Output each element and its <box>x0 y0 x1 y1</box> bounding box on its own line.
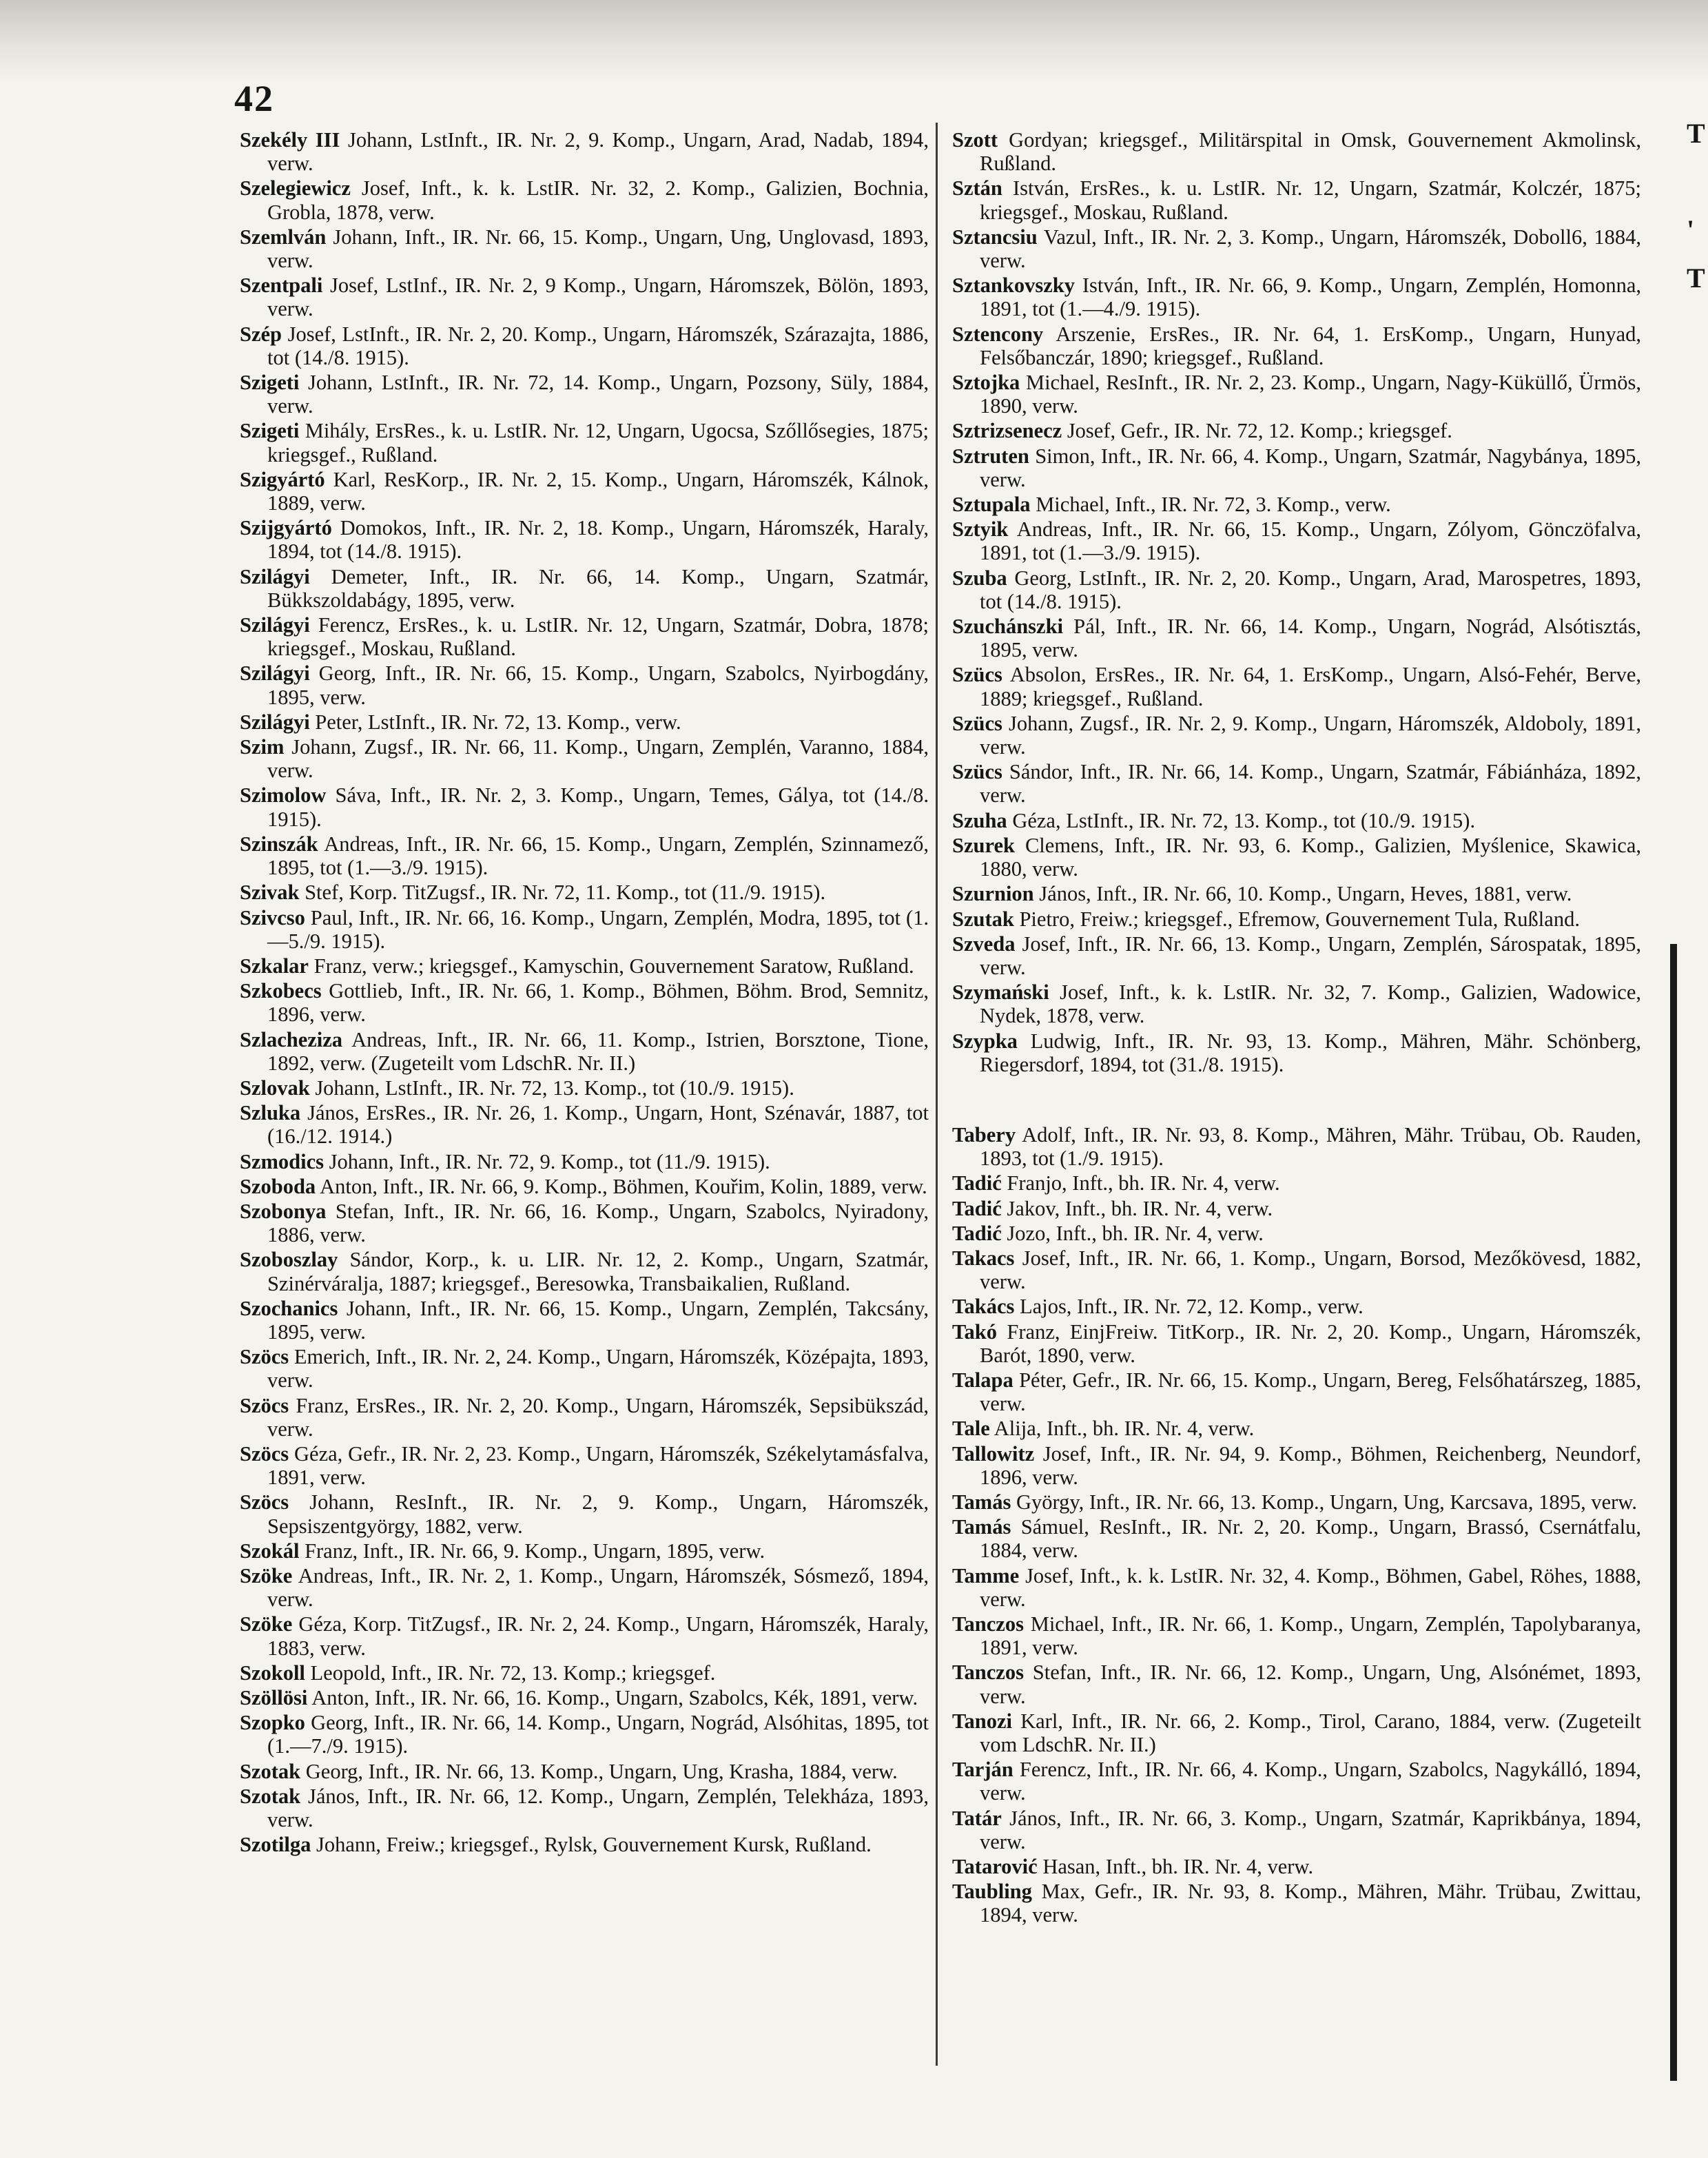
edge-glyph: T <box>1687 263 1705 294</box>
list-entry <box>240 1686 929 1709</box>
list-entry <box>952 1564 1641 1611</box>
edge-glyph: ' <box>1687 214 1695 245</box>
entry-details: Georg, Inft., IR. Nr. 66, 13. Komp., Ungarn, Ung, Krasha, 1884, verw. <box>300 1759 898 1783</box>
entry-surname: Szymański <box>952 980 1049 1005</box>
list-entry <box>240 832 929 879</box>
section-gap <box>952 1078 1641 1123</box>
list-entry <box>240 1785 929 1831</box>
entry-details: Andreas, Inft., IR. Nr. 66, 11. Komp., Istrien, Borsztone, Tione, 1892, verw. (Zugeteilt vom LdschR. Nr. II.) <box>267 1027 929 1075</box>
entry-details: János, Inft., IR. Nr. 66, 3. Komp., Ungarn, Szatmár, Kaprikbánya, 1894, verw. <box>980 1806 1641 1853</box>
entry-surname: Tanczos <box>952 1661 1024 1685</box>
entry-details: Georg, Inft., IR. Nr. 66, 15. Komp., Ungarn, Szabolcs, Nyirbogdány, 1895, verw. <box>267 661 929 709</box>
entry-details: Michael, Inft., IR. Nr. 66, 1. Komp., Ungarn, Zemplén, Tapolybaranya, 1891, verw. <box>980 1612 1641 1660</box>
entry-surname: Szilágyi <box>240 710 310 734</box>
list-entry <box>240 1028 929 1075</box>
entry-surname: Tadić <box>952 1221 1002 1245</box>
entry-details: Sándor, Korp., k. u. LIR. Nr. 12, 2. Komp., Ungarn, Szatmár, Szinérváralja, 1887; kriegsgef., Beresowka, Transbaikalien, Rußland. <box>267 1248 929 1295</box>
entry-surname: Tadić <box>952 1171 1002 1195</box>
list-entry <box>952 980 1641 1027</box>
list-entry <box>952 1171 1641 1195</box>
entry-surname: Szuha <box>952 808 1007 832</box>
entry-surname: Sztyik <box>952 517 1009 542</box>
entry-surname: Szurek <box>952 833 1015 857</box>
list-entry <box>240 1345 929 1392</box>
list-entry <box>240 1661 929 1685</box>
entry-details: Josef, Inft., k. k. LstIR. Nr. 32, 2. Komp., Galizien, Bochnia, Grobla, 1878, verw. <box>267 176 929 224</box>
entry-surname: Taubling <box>952 1880 1032 1904</box>
entry-details: Jozo, Inft., bh. IR. Nr. 4, verw. <box>1001 1221 1264 1245</box>
list-entry <box>240 225 929 272</box>
entry-surname: Szkalar <box>240 954 309 978</box>
list-entry <box>240 1101 929 1148</box>
left-column <box>240 128 929 1858</box>
entry-details: Johann, LstInft., IR. Nr. 72, 14. Komp., Ungarn, Pozsony, Süly, 1884, verw. <box>267 371 929 418</box>
entry-surname: Szveda <box>952 932 1016 956</box>
list-entry <box>240 954 929 978</box>
list-entry <box>952 128 1641 175</box>
list-entry <box>952 517 1641 564</box>
binding-edge-bar <box>1670 944 1677 2081</box>
entry-details: György, Inft., IR. Nr. 66, 13. Komp., Ungarn, Ung, Karcsava, 1895, verw. <box>1011 1490 1637 1514</box>
entry-details: Sáva, Inft., IR. Nr. 2, 3. Komp., Ungarn, Temes, Gálya, tot (14./8. 1915). <box>267 783 929 831</box>
list-entry <box>240 1297 929 1344</box>
entry-surname: Szoboszlay <box>240 1248 338 1272</box>
entry-details: Sámuel, ResInft., IR. Nr. 2, 20. Komp., Ungarn, Brassó, Csernátfalu, 1884, verw. <box>980 1515 1641 1563</box>
list-entry <box>240 1076 929 1100</box>
entry-details: Josef, LstInft., IR. Nr. 2, 20. Komp., Ungarn, Háromszék, Szárazajta, 1886, tot (14./8. 1915). <box>267 322 929 369</box>
list-entry <box>240 322 929 369</box>
list-entry <box>240 1175 929 1198</box>
entry-details: Josef, Inft., IR. Nr. 66, 1. Komp., Ungarn, Borsod, Mezőkövesd, 1882, verw. <box>980 1246 1641 1294</box>
list-entry <box>240 1150 929 1173</box>
entry-surname: Szuba <box>952 566 1007 590</box>
entry-details: Karl, ResKorp., IR. Nr. 2, 15. Komp., Ungarn, Háromszék, Kálnok, 1889, verw. <box>267 467 929 515</box>
entry-surname: Szluka <box>240 1101 301 1125</box>
list-entry <box>240 1833 929 1856</box>
list-entry <box>952 274 1641 320</box>
entry-surname: Takács <box>952 1295 1015 1319</box>
entry-details: Johann, Zugsf., IR. Nr. 2, 9. Komp., Ungarn, Háromszék, Aldoboly, 1891, verw. <box>980 711 1641 759</box>
entry-details: Josef, Gefr., IR. Nr. 72, 12. Komp.; kriegsgef. <box>1062 419 1452 443</box>
list-entry <box>952 1417 1641 1440</box>
entry-surname: Szücs <box>952 711 1002 735</box>
entry-surname: Szelegiewicz <box>240 176 351 201</box>
list-entry <box>240 274 929 320</box>
entry-details: Johann, ResInft., IR. Nr. 2, 9. Komp., Ungarn, Háromszék, Sepsiszentgyörgy, 1882, verw. <box>267 1490 929 1538</box>
entry-surname: Szokoll <box>240 1661 305 1685</box>
entry-surname: Szotak <box>240 1759 301 1783</box>
list-entry <box>952 663 1641 710</box>
entry-details: Andreas, Inft., IR. Nr. 2, 1. Komp., Ungarn, Háromszék, Sósmező, 1894, verw. <box>267 1563 929 1612</box>
entry-details: Michael, ResInft., IR. Nr. 2, 23. Komp., Ungarn, Nagy-Küküllő, Ürmös, 1890, verw. <box>980 371 1641 418</box>
entry-surname: Szkobecs <box>240 979 322 1003</box>
list-entry <box>952 907 1641 931</box>
list-entry <box>952 1612 1641 1659</box>
entry-details: Anton, Inft., IR. Nr. 66, 9. Komp., Böhmen, Kouřim, Kolin, 1889, verw. <box>316 1174 927 1198</box>
entry-surname: Sztancsiu <box>952 225 1038 249</box>
entry-details: Andreas, Inft., IR. Nr. 66, 15. Komp., Ungarn, Zólyom, Gönczöfalva, 1891, tot (1.—3./9. 1915). <box>980 517 1641 565</box>
entry-details: Karl, Inft., IR. Nr. 66, 2. Komp., Tirol, Carano, 1884, verw. (Zugeteilt vom LdschR. Nr. II.) <box>980 1709 1641 1756</box>
entry-surname: Tamás <box>952 1515 1011 1539</box>
entry-details: Max, Gefr., IR. Nr. 93, 8. Komp., Mähren, Mähr. Trübau, Zwittau, 1894, verw. <box>980 1880 1641 1927</box>
list-entry <box>952 566 1641 613</box>
entry-details: Stefan, Inft., IR. Nr. 66, 16. Komp., Ungarn, Szabolcs, Nyiradony, 1886, verw. <box>267 1199 929 1247</box>
entry-details: Franz, Inft., IR. Nr. 66, 9. Komp., Ungarn, 1895, verw. <box>299 1539 765 1563</box>
entry-surname: Takacs <box>952 1246 1015 1270</box>
entry-surname: Szivak <box>240 881 300 905</box>
entry-surname: Tarján <box>952 1758 1014 1782</box>
list-entry <box>952 932 1641 979</box>
entry-surname: Sztupala <box>952 493 1031 517</box>
entry-details: Johann, LstInft., IR. Nr. 2, 9. Komp., Ungarn, Arad, Nadab, 1894, verw. <box>267 128 929 176</box>
entry-surname: Szücs <box>952 663 1002 687</box>
entry-details: Michael, Inft., IR. Nr. 72, 3. Komp., verw. <box>1030 493 1391 517</box>
entry-surname: Sztojka <box>952 371 1020 395</box>
list-entry <box>240 710 929 734</box>
entry-details: Vazul, Inft., IR. Nr. 2, 3. Komp., Ungarn, Háromszék, Doboll6, 1884, verw. <box>980 225 1641 273</box>
list-entry <box>952 1029 1641 1076</box>
entry-surname: Szöcs <box>240 1345 289 1369</box>
list-entry <box>240 1612 929 1659</box>
list-entry <box>240 1711 929 1758</box>
list-entry <box>240 661 929 708</box>
list-entry <box>240 128 929 175</box>
entry-details: Peter, LstInft., IR. Nr. 72, 13. Komp., verw. <box>309 710 681 734</box>
list-entry <box>240 565 929 612</box>
entry-details: Hasan, Inft., bh. IR. Nr. 4, verw. <box>1037 1855 1314 1879</box>
entry-details: Pál, Inft., IR. Nr. 66, 14. Komp., Ungarn, Nográd, Alsótisztás, 1895, verw. <box>980 615 1641 662</box>
entry-surname: Tanozi <box>952 1709 1013 1733</box>
entry-surname: Szöke <box>240 1563 293 1587</box>
list-entry <box>952 322 1641 369</box>
entry-surname: Szutak <box>952 907 1014 931</box>
entry-surname: Szigeti <box>240 371 300 395</box>
entry-details: Gottlieb, Inft., IR. Nr. 66, 1. Komp., Böhmen, Böhm. Brod, Semnitz, 1896, verw. <box>267 979 929 1027</box>
list-entry <box>240 1490 929 1537</box>
right-column-s-entries <box>952 128 1641 1076</box>
entry-details: Franz, ErsRes., IR. Nr. 2, 20. Komp., Ungarn, Háromszék, Sepsibükszád, verw. <box>267 1393 929 1441</box>
entry-surname: Sztruten <box>952 444 1029 468</box>
list-entry <box>952 1758 1641 1805</box>
entry-surname: Szypka <box>952 1029 1018 1053</box>
entry-details: Josef, Inft., k. k. LstIR. Nr. 32, 4. Komp., Böhmen, Gabel, Röhes, 1888, verw. <box>980 1563 1641 1611</box>
list-entry <box>952 419 1641 442</box>
list-entry <box>240 881 929 904</box>
list-entry <box>952 1368 1641 1415</box>
entry-surname: Tale <box>952 1417 990 1441</box>
entry-surname: Szotak <box>240 1784 301 1808</box>
page-number: 42 <box>234 78 274 119</box>
entry-surname: Szlovak <box>240 1076 310 1100</box>
entry-surname: Szijgyártó <box>240 516 332 540</box>
list-entry <box>952 1123 1641 1170</box>
entry-surname: Szmodics <box>240 1149 324 1173</box>
entry-details: Arszenie, ErsRes., IR. Nr. 64, 1. ErsKomp., Ungarn, Hunyad, Felsőbanczár, 1890; kriegsgef., Rußland. <box>980 322 1641 369</box>
list-entry <box>952 760 1641 807</box>
entry-surname: Takó <box>952 1319 998 1344</box>
entry-surname: Sztankovszky <box>952 274 1075 298</box>
entry-details: Gordyan; kriegsgef., Militärspital in Omsk, Gouvernement Akmolinsk, Rußland. <box>980 128 1641 176</box>
entry-surname: Talapa <box>952 1368 1014 1392</box>
list-entry <box>240 1564 929 1611</box>
entry-details: Géza, Korp. TitZugsf., IR. Nr. 2, 24. Komp., Ungarn, Háromszék, Haraly, 1883, verw. <box>267 1612 929 1660</box>
entry-details: János, Inft., IR. Nr. 66, 10. Komp., Ungarn, Heves, 1881, verw. <box>1033 882 1572 906</box>
entry-surname: Szigyártó <box>240 467 325 491</box>
list-entry <box>240 1200 929 1246</box>
list-entry <box>240 979 929 1026</box>
list-entry <box>952 1661 1641 1707</box>
entry-surname: Szöke <box>240 1612 293 1636</box>
list-entry <box>952 1807 1641 1853</box>
entry-details: Stef, Korp. TitZugsf., IR. Nr. 72, 11. Komp., tot (11./9. 1915). <box>299 881 826 905</box>
right-column <box>952 128 1641 1929</box>
entry-surname: Szim <box>240 735 285 759</box>
list-entry <box>952 371 1641 418</box>
entry-surname: Sztrizsenecz <box>952 419 1062 443</box>
list-entry <box>952 493 1641 516</box>
list-entry <box>952 1295 1641 1318</box>
entry-details: Johann, Inft., IR. Nr. 66, 15. Komp., Ungarn, Ung, Unglovasd, 1893, verw. <box>267 225 929 273</box>
entry-surname: Szopko <box>240 1711 305 1735</box>
entry-surname: Szigeti <box>240 419 300 443</box>
entry-details: Josef, LstInf., IR. Nr. 2, 9 Komp., Ungarn, Háromszek, Bölön, 1893, verw. <box>267 274 929 321</box>
entry-surname: Szilágyi <box>240 564 310 588</box>
entry-details: Ferencz, ErsRes., k. u. LstIR. Nr. 12, Ungarn, Szatmár, Dobra, 1878; kriegsgef., Moskau, Rußland. <box>267 613 929 661</box>
entry-details: Johann, Freiw.; kriegsgef., Rylsk, Gouvernement Kursk, Rußland. <box>311 1833 872 1857</box>
entry-details: Andreas, Inft., IR. Nr. 66, 15. Komp., Ungarn, Zemplén, Szinnamező, 1895, tot (1.—3./9. 1915). <box>267 832 929 880</box>
list-entry <box>952 444 1641 491</box>
entry-surname: Szivcso <box>240 905 305 929</box>
entry-details: Stefan, Inft., IR. Nr. 66, 12. Komp., Ungarn, Ung, Alsónémet, 1893, verw. <box>980 1661 1641 1708</box>
entry-surname: Szekély III <box>240 128 340 152</box>
list-entry <box>952 834 1641 881</box>
list-entry <box>240 468 929 515</box>
entry-details: Jakov, Inft., bh. IR. Nr. 4, verw. <box>1001 1196 1273 1220</box>
entry-surname: Szemlván <box>240 225 327 249</box>
entry-details: Franz, EinjFreiw. TitKorp., IR. Nr. 2, 20. Komp., Ungarn, Háromszék, Barót, 1890, verw. <box>980 1319 1641 1367</box>
entry-details: Simon, Inft., IR. Nr. 66, 4. Komp., Ungarn, Szatmár, Nagybánya, 1895, verw. <box>980 444 1641 491</box>
entry-details: Josef, Inft., IR. Nr. 94, 9. Komp., Böhmen, Reichenberg, Neundorf, 1896, verw. <box>980 1441 1641 1489</box>
list-entry <box>952 1320 1641 1367</box>
entry-details: Emerich, Inft., IR. Nr. 2, 24. Komp., Ungarn, Háromszék, Középajta, 1893, verw. <box>267 1345 929 1393</box>
entry-details: István, Inft., IR. Nr. 66, 9. Komp., Ungarn, Zemplén, Homonna, 1891, tot (1.—4./9. 1915). <box>980 274 1641 321</box>
entry-details: Adolf, Inft., IR. Nr. 93, 8. Komp., Mähren, Mähr. Trübau, Ob. Rauden, 1893, tot (1./9. 1915). <box>980 1122 1641 1171</box>
entry-surname: Tatarović <box>952 1855 1038 1879</box>
list-entry <box>240 613 929 660</box>
list-entry <box>952 225 1641 272</box>
entry-surname: Szilágyi <box>240 613 310 637</box>
entry-surname: Szentpali <box>240 274 323 298</box>
entry-details: János, ErsRes., IR. Nr. 26, 1. Komp., Ungarn, Hont, Szénavár, 1887, tot (16./12. 1914.) <box>267 1101 929 1149</box>
entry-surname: Tallowitz <box>952 1441 1035 1466</box>
entry-surname: Szuchánszki <box>952 615 1064 639</box>
entry-surname: Szokál <box>240 1539 300 1563</box>
entry-details: Georg, Inft., IR. Nr. 66, 14. Komp., Ungarn, Nográd, Alsóhitas, 1895, tot (1.—7./9. 1915). <box>267 1711 929 1758</box>
entry-surname: Tabery <box>952 1122 1016 1147</box>
entry-details: Ludwig, Inft., IR. Nr. 93, 13. Komp., Mähren, Mähr. Schönberg, Riegersdorf, 1894, tot (31./8. 1915). <box>980 1029 1641 1076</box>
column-divider <box>936 123 938 2066</box>
list-entry <box>240 1248 929 1295</box>
entry-surname: Szobonya <box>240 1199 327 1223</box>
list-entry <box>952 1222 1641 1245</box>
entry-details: Alija, Inft., bh. IR. Nr. 4, verw. <box>989 1417 1255 1441</box>
list-entry <box>240 783 929 830</box>
entry-surname: Szép <box>240 322 282 346</box>
list-entry <box>952 1197 1641 1220</box>
entry-surname: Szilágyi <box>240 661 310 686</box>
entry-surname: Szöllösi <box>240 1686 308 1709</box>
list-entry <box>952 615 1641 661</box>
entry-surname: Szöcs <box>240 1393 289 1417</box>
entry-surname: Tamás <box>952 1490 1011 1514</box>
entry-details: Paul, Inft., IR. Nr. 66, 16. Komp., Ungarn, Zemplén, Modra, 1895, tot (1.—5./9. 1915). <box>267 905 929 953</box>
entry-details: Johann, LstInft., IR. Nr. 72, 13. Komp., tot (10./9. 1915). <box>309 1076 794 1100</box>
entry-surname: Szöcs <box>240 1490 289 1514</box>
list-entry <box>240 176 929 223</box>
entry-surname: Tanczos <box>952 1612 1024 1636</box>
list-entry <box>952 176 1641 223</box>
entry-surname: Tamme <box>952 1563 1020 1587</box>
entry-surname: Szlacheziza <box>240 1027 343 1051</box>
entry-details: Absolon, ErsRes., IR. Nr. 64, 1. ErsKomp., Ungarn, Alsó-Fehér, Berve, 1889; kriegsgef., Rußland. <box>980 663 1641 710</box>
entry-details: Géza, LstInft., IR. Nr. 72, 13. Komp., tot (10./9. 1915). <box>1007 808 1476 832</box>
entry-details: Géza, Gefr., IR. Nr. 2, 23. Komp., Ungarn, Háromszék, Székelytamásfalva, 1891, verw. <box>267 1441 929 1490</box>
entry-details: Sándor, Inft., IR. Nr. 66, 14. Komp., Ungarn, Szatmár, Fábiánháza, 1892, verw. <box>980 760 1641 808</box>
entry-details: Demeter, Inft., IR. Nr. 66, 14. Komp., Ungarn, Szatmár, Bükkszoldabágy, 1895, verw. <box>267 564 929 612</box>
entry-details: Domokos, Inft., IR. Nr. 2, 18. Komp., Ungarn, Háromszék, Haraly, 1894, tot (14./8. 1915). <box>267 516 929 564</box>
entry-details: Franz, verw.; kriegsgef., Kamyschin, Gouvernement Saratow, Rußland. <box>308 954 914 978</box>
entry-details: Franjo, Inft., bh. IR. Nr. 4, verw. <box>1001 1171 1280 1195</box>
list-entry <box>240 516 929 563</box>
list-entry <box>952 1490 1641 1514</box>
list-entry <box>952 1855 1641 1878</box>
list-entry <box>240 419 929 466</box>
edge-glyph: T <box>1687 118 1705 149</box>
list-entry <box>952 1246 1641 1293</box>
list-entry <box>240 1539 929 1563</box>
list-entry <box>952 1442 1641 1489</box>
entry-details: Mihály, ErsRes., k. u. LstIR. Nr. 12, Ungarn, Ugocsa, Szőllősegies, 1875; kriegsgef., Rußland. <box>267 419 929 466</box>
entry-surname: Szotilga <box>240 1833 311 1857</box>
entry-details: Lajos, Inft., IR. Nr. 72, 12. Komp., verw. <box>1014 1295 1364 1319</box>
entry-details: Georg, LstInft., IR. Nr. 2, 20. Komp., Ungarn, Arad, Marospetres, 1893, tot (14./8. 1915). <box>980 566 1641 613</box>
entry-details: János, Inft., IR. Nr. 66, 12. Komp., Ungarn, Zemplén, Telekháza, 1893, verw. <box>267 1784 929 1832</box>
entry-surname: Szimolow <box>240 783 327 808</box>
entry-details: Johann, Inft., IR. Nr. 72, 9. Komp., tot (11./9. 1915). <box>324 1149 770 1173</box>
list-entry <box>240 1442 929 1489</box>
right-column-t-entries <box>952 1123 1641 1927</box>
list-entry <box>952 1515 1641 1562</box>
entry-surname: Sztán <box>952 176 1002 201</box>
scan-top-shadow <box>0 0 1708 83</box>
list-entry <box>240 735 929 782</box>
list-entry <box>240 906 929 953</box>
entry-surname: Szochanics <box>240 1296 338 1320</box>
list-entry <box>952 712 1641 759</box>
entry-details: Clemens, Inft., IR. Nr. 93, 6. Komp., Galizien, Myślenice, Skawica, 1880, verw. <box>980 833 1641 881</box>
entry-surname: Szoboda <box>240 1174 316 1198</box>
list-entry <box>952 809 1641 832</box>
entry-details: Anton, Inft., IR. Nr. 66, 16. Komp., Ungarn, Szabolcs, Kék, 1891, verw. <box>307 1686 918 1709</box>
list-entry <box>240 371 929 418</box>
entry-surname: Szott <box>952 128 998 152</box>
entry-surname: Tadić <box>952 1196 1002 1220</box>
list-entry <box>240 1394 929 1441</box>
entry-details: Pietro, Freiw.; kriegsgef., Efremow, Gouvernement Tula, Rußland. <box>1014 907 1580 931</box>
entry-surname: Szöcs <box>240 1441 289 1466</box>
entry-surname: Szurnion <box>952 882 1034 906</box>
list-entry <box>952 1880 1641 1926</box>
list-entry <box>952 1709 1641 1756</box>
entry-details: István, ErsRes., k. u. LstIR. Nr. 12, Ungarn, Szatmár, Kolczér, 1875; kriegsgef., Moskau, Rußland. <box>980 176 1641 224</box>
list-entry <box>952 882 1641 905</box>
list-entry <box>240 1760 929 1783</box>
entry-details: Josef, Inft., k. k. LstIR. Nr. 32, 7. Komp., Galizien, Wadowice, Nydek, 1878, verw. <box>980 980 1641 1028</box>
entry-details: Leopold, Inft., IR. Nr. 72, 13. Komp.; kriegsgef. <box>305 1661 716 1685</box>
entry-details: Johann, Zugsf., IR. Nr. 66, 11. Komp., Ungarn, Zemplén, Varanno, 1884, verw. <box>267 735 929 783</box>
entry-details: Ferencz, Inft., IR. Nr. 66, 4. Komp., Ungarn, Szabolcs, Nagykálló, 1894, verw. <box>980 1758 1641 1805</box>
entry-surname: Szücs <box>952 760 1002 784</box>
entry-details: Péter, Gefr., IR. Nr. 66, 15. Komp., Ungarn, Bereg, Felsőhatárszeg, 1885, verw. <box>980 1368 1641 1416</box>
entry-details: Josef, Inft., IR. Nr. 66, 13. Komp., Ungarn, Zemplén, Sárospatak, 1895, verw. <box>980 932 1641 979</box>
entry-surname: Tatár <box>952 1806 1002 1830</box>
entry-details: Johann, Inft., IR. Nr. 66, 15. Komp., Ungarn, Zemplén, Takcsány, 1895, verw. <box>267 1296 929 1344</box>
entry-surname: Szinszák <box>240 832 318 856</box>
entry-surname: Sztencony <box>952 322 1044 346</box>
